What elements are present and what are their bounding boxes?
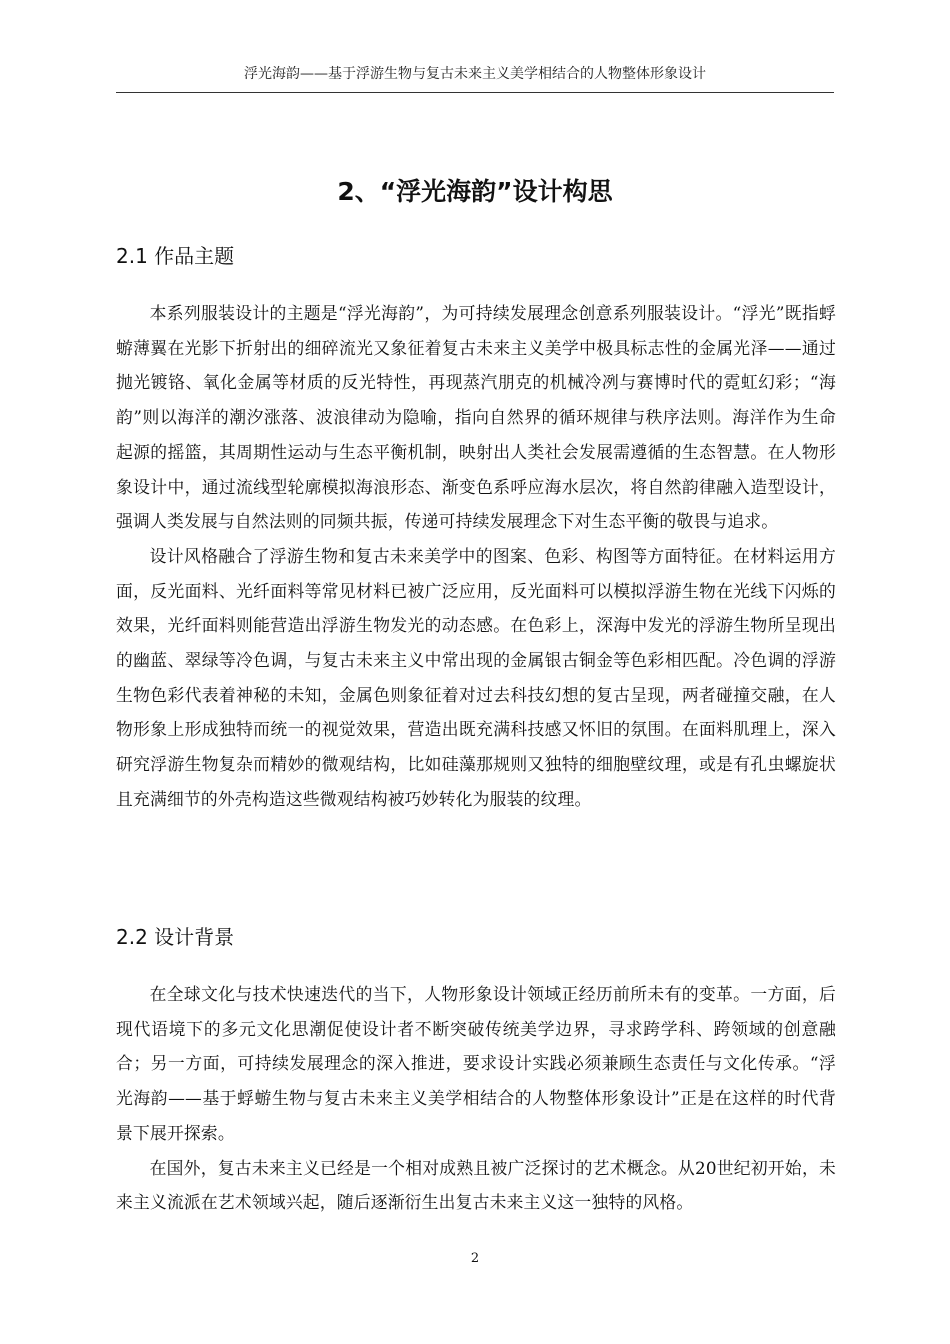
paragraph: 设计风格融合了浮游生物和复古未来美学中的图案、色彩、构图等方面特征。在材料运用方面，反光面料、光纤面料等常见材料已被广泛应用，反光面料可以模拟浮游生物在光线下闪烁的效果，光纤面料则能营造出浮游生物发光的动态感。在色彩上，深海中发光的浮游生物所呈现出的幽蓝、翠绿等冷色调，与复古未来主义中常出现的金属银古铜金等色彩相匹配。冷色调的浮游生物色彩代表着神秘的未知，金属色则象征着对过去科技幻想的复古呈现，两者碰撞交融，在人物形象上形成独特而统一的视觉效果，营造出既充满科技感又怀旧的氛围。在面料肌理上，深入研究浮游生物复杂而精妙的微观结构，比如硅藻那规则又独特的细胞壁纹理，或是有孔虫螺旋状且充满细节的外壳构造这些微观结构被巧妙转化为服装的纹理。 <box>116 545 836 809</box>
running-header: 浮光海韵——基于浮游生物与复古未来主义美学相结合的人物整体形象设计 <box>244 66 706 82</box>
paragraph: 在国外，复古未来主义已经是一个相对成熟且被广泛探讨的艺术概念。从20世纪初开始，未来主义流派在艺术领域兴起，随后逐渐衍生出复古未来主义这一独特的风格。 <box>116 1157 836 1213</box>
paragraph: 本系列服装设计的主题是“浮光海韵”，为可持续发展理念创意系列服装设计。“浮光”既指蜉蝣薄翼在光影下折射出的细碎流光又象征着复古未来主义美学中极具标志性的金属光泽——通过抛光镀铬、氧化金属等材质的反光特性，再现蒸汽朋克的机械冷冽与赛博时代的霓虹幻彩；“海韵”则以海洋的潮汐涨落、波浪律动为隐喻，指向自然界的循环规律与秩序法则。海洋作为生命起源的摇篮，其周期性运动与生态平衡机制，映射出人类社会发展需遵循的生态智慧。在人物形象设计中，通过流线型轮廓模拟海浪形态、渐变色系呼应海水层次，将自然韵律融入造型设计，强调人类发展与自然法则的同频共振，传递可持续发展理念下对生态平衡的敬畏与追求。 <box>116 303 836 532</box>
page-number: 2 <box>470 1251 480 1266</box>
section-body-theme <box>116 296 836 817</box>
section-body-background <box>116 977 836 1220</box>
paragraph: 在全球文化与技术快速迭代的当下，人物形象设计领域正经历前所未有的变革。一方面，后现代语境下的多元文化思潮促使设计者不断突破传统美学边界，寻求跨学科、跨领域的创意融合；另一方面，可持续发展理念的深入推进，要求设计实践必须兼顾生态责任与文化传承。“浮光海韵——基于蜉蝣生物与复古未来主义美学相结合的人物整体形象设计”正是在这样的时代背景下展开探索。 <box>116 984 836 1143</box>
section-title-background: 2.2 设计背景 <box>116 925 235 949</box>
section-title-theme: 2.1 作品主题 <box>116 244 235 268</box>
chapter-title: 2、“浮光海韵”设计构思 <box>337 177 613 206</box>
header-divider <box>116 92 834 93</box>
